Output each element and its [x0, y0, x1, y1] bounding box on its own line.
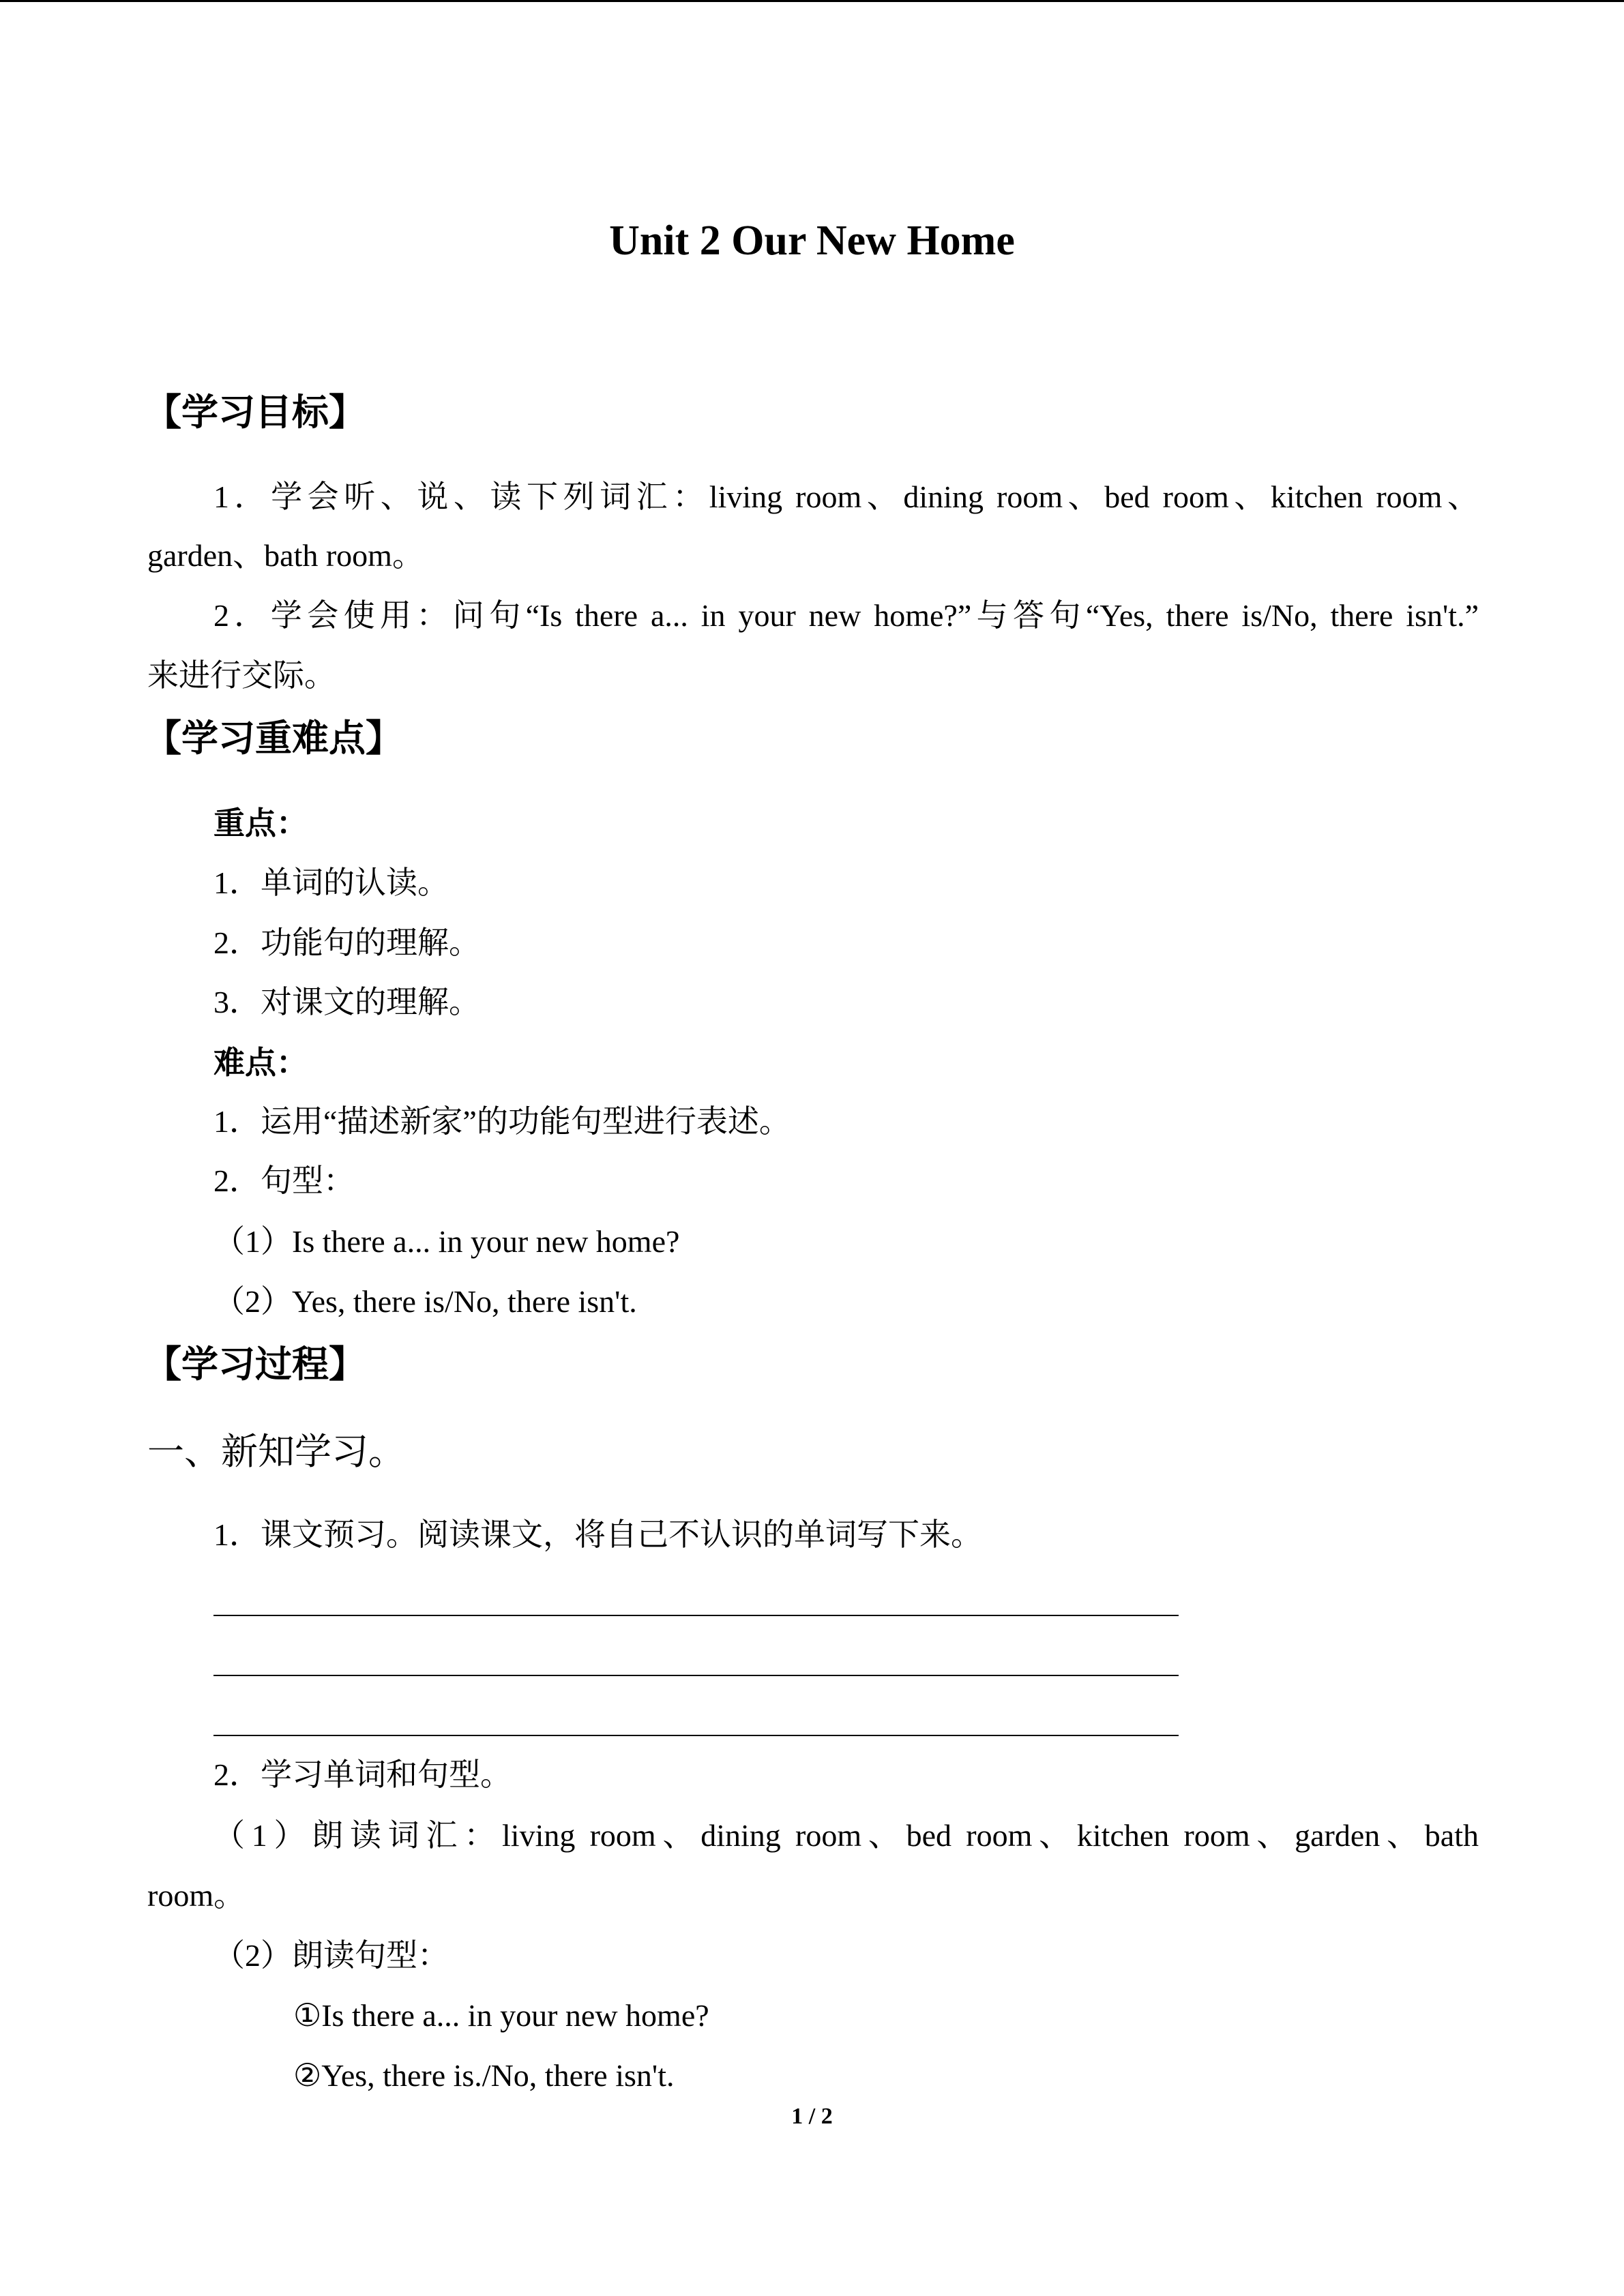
key-item-3: 3．对课文的理解。 [213, 985, 480, 1019]
pattern-1: （1）Is there a... in your new home? [213, 1224, 680, 1259]
page-title: Unit 2 Our New Home [609, 218, 1015, 264]
difficult-label: 难点： [213, 1044, 308, 1081]
top-border [0, 0, 1624, 2]
key-label: 重点： [213, 805, 308, 841]
pattern-2: （2）Yes, there is/No, there isn't. [213, 1284, 637, 1319]
process-heading: 【学习过程】 [145, 1343, 366, 1386]
keypoints-heading: 【学习重难点】 [145, 717, 402, 760]
read-vocab-line-2: room。 [147, 1878, 246, 1913]
key-item-2: 2．功能句的理解。 [213, 925, 480, 960]
page-number: 1 / 2 [791, 2104, 833, 2129]
answer-line-1[interactable] [213, 1615, 1179, 1616]
objective-2-line-1: 2．学会使用：问句“Is there a... in your new home?”与答句“Yes, there is/No, there isn't.” [213, 598, 1479, 633]
step-1: 1．课文预习。阅读课文，将自己不认识的单词写下来。 [213, 1517, 982, 1552]
read-vocab-line-1: （1）朗读词汇：living room、dining room、bed room、kitchen room、garden、bath [213, 1818, 1479, 1853]
read-pattern-2: ②Yes, there is./No, there isn't. [293, 2058, 675, 2093]
difficult-item-1: 1．运用“描述新家”的功能句型进行表述。 [213, 1104, 791, 1139]
objectives-heading: 【学习目标】 [145, 391, 366, 434]
answer-line-3[interactable] [213, 1735, 1179, 1736]
step-2: 2．学习单词和句型。 [213, 1757, 512, 1792]
objective-2-line-2: 来进行交际。 [147, 658, 336, 693]
read-patterns-label: （2）朗读句型： [213, 1938, 449, 1973]
read-pattern-1: ①Is there a... in your new home? [293, 1998, 709, 2033]
difficult-item-2: 2．句型： [213, 1163, 355, 1198]
answer-line-2[interactable] [213, 1675, 1179, 1676]
objective-1-line-1: 1．学会听、说、读下列词汇：living room、dining room、bed room、kitchen room、 [213, 479, 1479, 514]
part-1-title: 一、新知学习。 [147, 1431, 405, 1472]
objective-1-line-2: garden、bath room。 [147, 538, 424, 573]
key-item-1: 1．单词的认读。 [213, 865, 449, 900]
